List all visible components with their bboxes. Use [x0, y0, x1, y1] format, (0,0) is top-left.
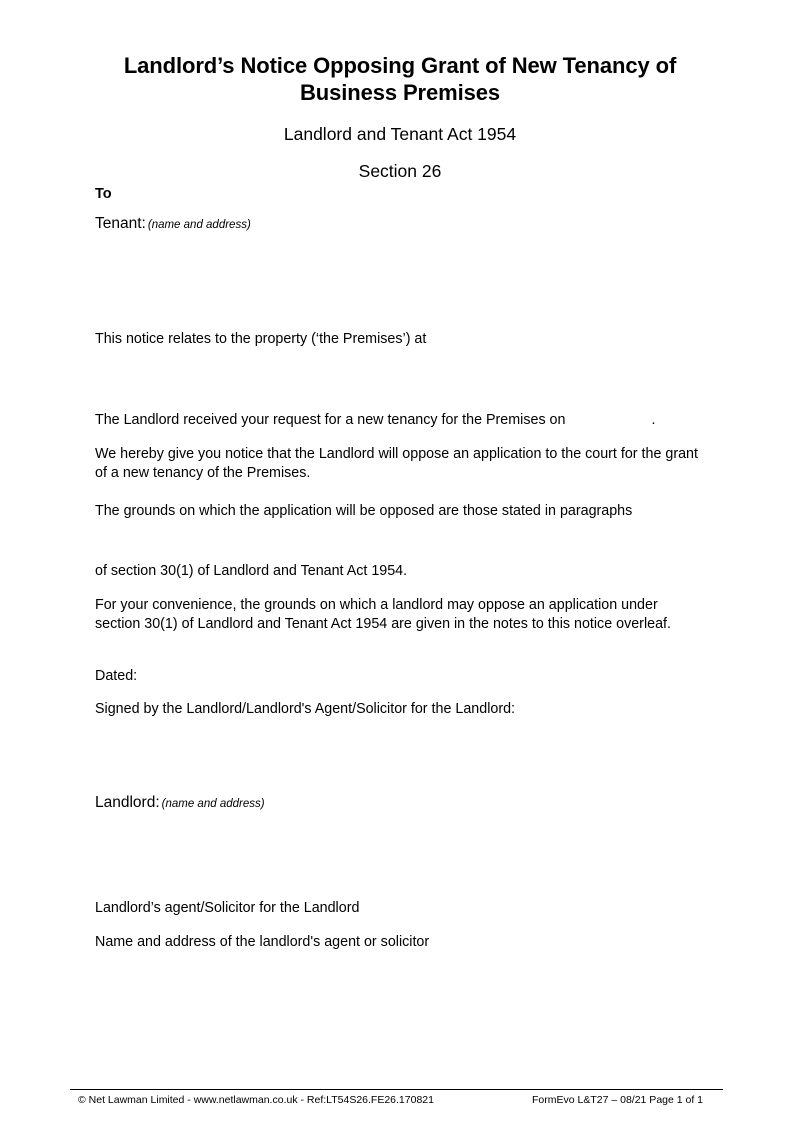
spacer-after-agent	[95, 918, 702, 933]
spacer-after-request	[95, 429, 702, 445]
signature-entry-space	[95, 719, 702, 782]
document-body	[95, 186, 702, 952]
page-title: Landlord’s Notice Opposing Grant of New Tenancy of Business Premises	[123, 53, 677, 106]
premises-entry-space	[95, 349, 702, 411]
agent-address-line: Name and address of the landlord's agent or solicitor	[95, 933, 430, 950]
landlord-label: Landlord:	[95, 793, 160, 811]
spacer-after-dated	[95, 685, 702, 700]
tenant-entry-space	[95, 234, 702, 330]
landlord-hint: (name and address)	[161, 797, 265, 810]
to-heading: To	[95, 186, 112, 202]
landlord-field	[95, 782, 702, 813]
oppose-notice-paragraph: We hereby give you notice that the Landlord will oppose an application to the court for the grant of a new tenancy of the Premises.	[95, 446, 698, 481]
landlord-entry-space	[95, 812, 702, 899]
agent-solicitor-line: Landlord’s agent/Solicitor for the Landlord	[95, 900, 360, 917]
subtitle-act: Landlord and Tenant Act 1954	[283, 124, 517, 145]
footer-form-reference: FormEvo L&T27 – 08/21 Page 1 of 1	[532, 1094, 704, 1106]
grounds-entry-space	[95, 521, 702, 562]
grounds-continuation-paragraph: of section 30(1) of Landlord and Tenant Act 1954.	[95, 562, 408, 579]
title-block	[95, 52, 705, 182]
spacer-after-grounds	[95, 580, 702, 596]
grounds-intro-paragraph: The grounds on which the application will be opposed are those stated in paragraphs	[95, 503, 633, 520]
tenant-label: Tenant:	[95, 215, 146, 233]
footer-row	[70, 1090, 723, 1114]
dated-label: Dated:	[95, 667, 138, 684]
signed-by-label: Signed by the Landlord/Landlord's Agent/Solicitor for the Landlord:	[95, 701, 516, 718]
request-received-line	[95, 411, 702, 430]
convenience-note-paragraph: For your convenience, the grounds on which a landlord may oppose an application under section 30(1) of Landlord and Tenant Act 1954 are given in the notes to this notice overleaf.	[95, 597, 671, 633]
page-footer	[70, 1089, 723, 1114]
spacer-before-dated	[95, 634, 702, 667]
tenant-field	[95, 203, 702, 234]
footer-copyright: © Net Lawman Limited - www.netlawman.co.uk - Ref:LT54S26.FE26.170821	[78, 1094, 434, 1106]
subtitle-section: Section 26	[358, 161, 442, 182]
request-received-text: The Landlord received your request for a new tenancy for the Premises on	[95, 411, 566, 428]
request-received-period: .	[651, 411, 656, 428]
premises-intro: This notice relates to the property (‘the Premises’) at	[95, 330, 427, 347]
tenant-hint: (name and address)	[147, 219, 251, 232]
spacer-after-oppose	[95, 482, 702, 502]
